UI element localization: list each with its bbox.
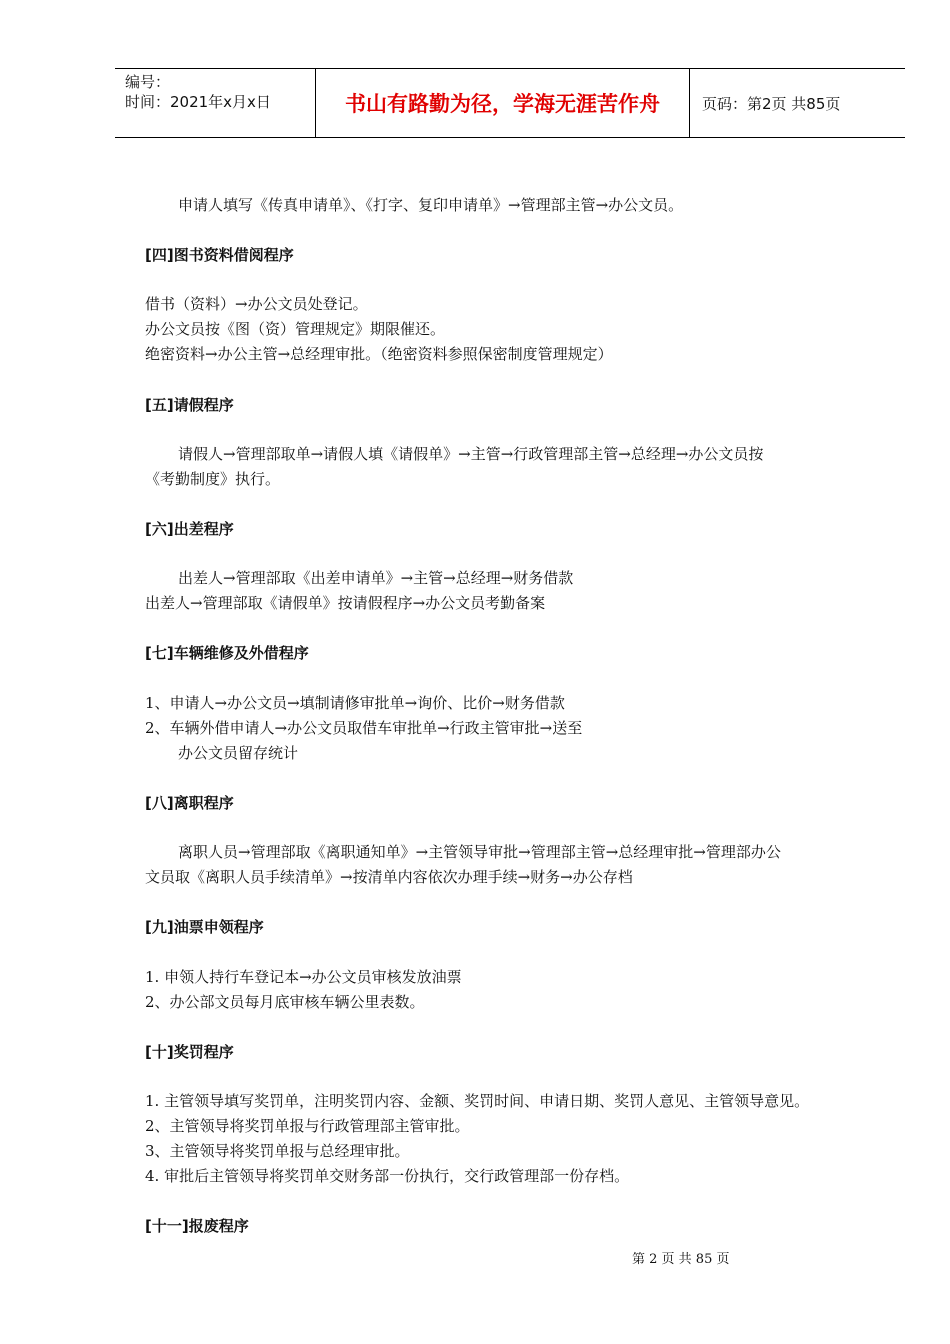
section-5-heading: [五]请假程序 — [145, 396, 234, 414]
section-11-heading: [十一]报废程序 — [145, 1217, 249, 1235]
document-time-label: 时间：2021年x月x日 — [125, 93, 271, 111]
section-7-line-3: 办公文员留存统计 — [178, 744, 299, 762]
section-6-heading: [六]出差程序 — [145, 520, 234, 538]
section-8-line-2: 文员取《离职人员手续清单》→按清单内容依次办理手续→财务→办公存档 — [145, 868, 633, 886]
section-5-line-1: 请假人→管理部取单→请假人填《请假单》→主管→行政管理部主管→总经理→办公文员按 — [178, 445, 764, 463]
section-8-line-1: 离职人员→管理部取《离职通知单》→主管领导审批→管理部主管→总经理审批→管理部办公 — [178, 843, 781, 861]
section-4-line-1: 借书（资料）→办公文员处登记。 — [145, 295, 368, 313]
document-number-label: 编号： — [125, 73, 171, 91]
section-10-line-4: 4. 审批后主管领导将奖罚单交财务部一份执行，交行政管理部一份存档。 — [145, 1167, 630, 1185]
section-7-heading: [七]车辆维修及外借程序 — [145, 644, 309, 662]
section-10-line-2: 2、主管领导将奖罚单报与行政管理部主管审批。 — [145, 1117, 470, 1135]
section-6-line-1: 出差人→管理部取《出差申请单》→主管→总经理→财务借款 — [178, 569, 574, 587]
section-4-line-2: 办公文员按《图（资）管理规定》期限催还。 — [145, 320, 446, 338]
header-page-label: 页码：第2页 共85页 — [702, 94, 841, 113]
section-4-line-3: 绝密资料→办公主管→总经理审批。（绝密资料参照保密制度管理规定） — [145, 345, 613, 363]
section-7-line-2: 2、车辆外借申请人→办公文员取借车审批单→行政主管审批→送至 — [145, 719, 583, 737]
section-9-line-2: 2、办公部文员每月底审核车辆公里表数。 — [145, 993, 425, 1011]
header-left-cell — [115, 69, 316, 137]
section-10-line-1: 1. 主管领导填写奖罚单，注明奖罚内容、金额、奖罚时间、申请日期、奖罚人意见、主管领导意见。 — [145, 1092, 810, 1110]
section-10-heading: [十]奖罚程序 — [145, 1043, 234, 1061]
page-footer: 第 2 页 共 85 页 — [632, 1252, 730, 1267]
intro-paragraph: 申请人填写《传真申请单》、《打字、复印申请单》→管理部主管→办公文员。 — [178, 196, 684, 214]
section-4-heading: [四]图书资料借阅程序 — [145, 246, 294, 264]
section-9-line-1: 1. 申领人持行车登记本→办公文员审核发放油票 — [145, 968, 462, 986]
header-motto: 书山有路勤为径，学海无涯苦作舟 — [316, 69, 690, 137]
section-6-line-2: 出差人→管理部取《请假单》按请假程序→办公文员考勤备案 — [145, 594, 546, 612]
section-7-line-1: 1、申请人→办公文员→填制请修审批单→询价、比价→财务借款 — [145, 694, 565, 712]
section-9-heading: [九]油票申领程序 — [145, 918, 264, 936]
section-8-heading: [八]离职程序 — [145, 794, 234, 812]
page-header — [115, 68, 905, 138]
section-10-line-3: 3、主管领导将奖罚单报与总经理审批。 — [145, 1142, 410, 1160]
section-5-line-2: 《考勤制度》执行。 — [145, 470, 281, 488]
